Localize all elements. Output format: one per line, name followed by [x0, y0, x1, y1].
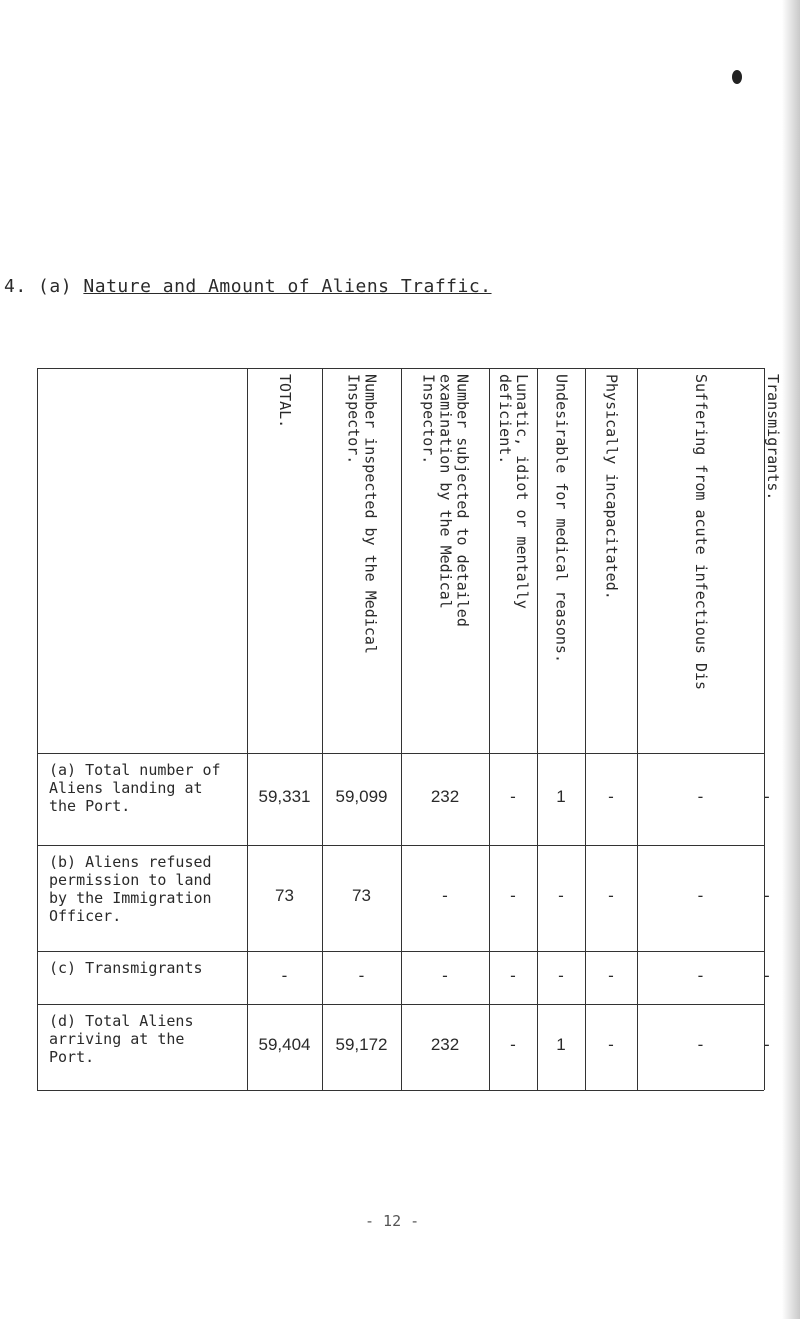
column-header — [537, 374, 585, 744]
column-header-text: Physically incapacitated. — [602, 374, 621, 600]
table-cell: 232 — [430, 787, 460, 806]
section-heading — [4, 276, 492, 297]
table-cell: - — [764, 787, 770, 806]
table-row-rule — [37, 845, 764, 846]
table-cell: - — [558, 886, 564, 905]
table-cell: 59,404 — [258, 1035, 311, 1054]
column-header-text: Number subjected to detailed examination by the Medical Inspector. — [419, 374, 472, 627]
column-header — [637, 374, 764, 744]
column-header — [247, 374, 322, 744]
row-label: (c) Transmigrants — [49, 959, 203, 977]
table-cell: - — [510, 787, 516, 806]
table-cell: 73 — [352, 886, 371, 905]
table-cell: - — [608, 886, 614, 905]
table-column-rule — [37, 368, 38, 1090]
column-header — [322, 374, 401, 744]
table-cell: 1 — [556, 787, 566, 806]
table-cell: - — [608, 1035, 614, 1054]
table-cell: 1 — [556, 1035, 566, 1054]
table-row-rule — [37, 1004, 764, 1005]
row-label: (b) Aliens refused permission to land by the Immigration Officer. — [49, 853, 212, 925]
table-cell: - — [608, 787, 614, 806]
column-header — [585, 374, 637, 744]
table-cell: - — [764, 1035, 770, 1054]
table-cell: 73 — [275, 886, 294, 905]
table-cell: - — [697, 886, 704, 905]
column-header-text: Transmigrants. — [764, 374, 782, 501]
table-cell: - — [358, 965, 365, 985]
table-row-rule — [37, 951, 764, 952]
table-cell: - — [697, 965, 704, 985]
column-header-text: Undesirable for medical reasons. — [552, 374, 571, 663]
table-cell: - — [764, 886, 770, 905]
row-label: (d) Total Aliens arriving at the Port. — [49, 1012, 194, 1066]
page-number: - 12 - — [365, 1212, 420, 1230]
table-cell: - — [281, 965, 288, 985]
table-cell: - — [558, 965, 564, 985]
punch-hole-mark — [732, 70, 742, 84]
column-header — [489, 374, 537, 744]
table-cell: - — [697, 787, 704, 806]
column-header-text: Suffering from acute infectious Dis — [692, 374, 710, 691]
row-label: (a) Total number of Aliens landing at the Port. — [49, 761, 221, 815]
table-cell: - — [608, 965, 614, 985]
table-cell: - — [510, 886, 516, 905]
heading-title: Nature and Amount of Aliens Traffic. — [83, 276, 492, 297]
column-header-text: Number inspected by the Medical Inspector. — [344, 374, 380, 654]
table-row-rule — [37, 753, 764, 754]
column-header-text: Lunatic, idiot or mentally deficient. — [496, 374, 531, 609]
table-cell: 59,331 — [258, 787, 311, 806]
table-cell: - — [510, 1035, 516, 1054]
table-cell: - — [510, 965, 516, 985]
column-header — [401, 374, 489, 744]
heading-number: 4. — [4, 276, 27, 297]
table-row-rule — [37, 368, 764, 369]
table-cell: 59,099 — [335, 787, 388, 806]
table-cell: - — [697, 1035, 704, 1054]
column-header-text: TOTAL. — [276, 374, 294, 429]
column-header — [764, 374, 781, 744]
table-cell: - — [442, 965, 448, 985]
heading-part: (a) — [38, 276, 73, 297]
table-cell: - — [764, 965, 770, 985]
page-edge-shadow — [782, 0, 800, 1319]
table-row-rule — [37, 1090, 764, 1091]
table-cell: - — [442, 886, 448, 905]
table-cell: 59,172 — [335, 1035, 388, 1054]
aliens-traffic-table — [37, 368, 782, 1090]
table-cell: 232 — [430, 1035, 460, 1054]
